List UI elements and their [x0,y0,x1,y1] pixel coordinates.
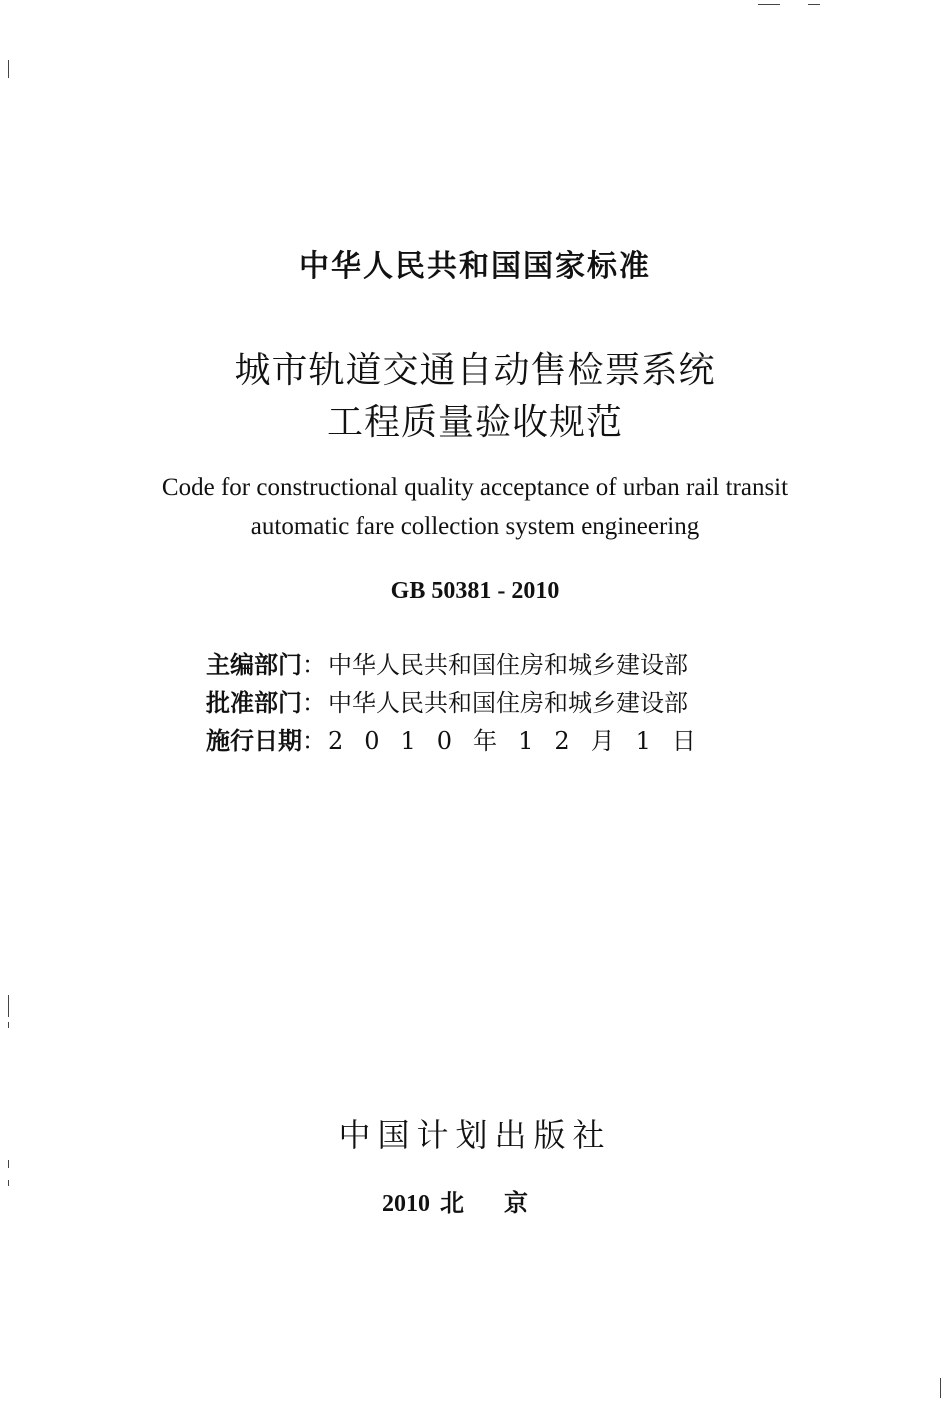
effective-date-row [206,721,717,756]
imprint-year: 2010 [382,1191,430,1217]
meta-label: 主编部门 [206,651,302,679]
imprint-city: 北京 [440,1188,568,1217]
meta-separator: ： [302,727,326,755]
scan-artifact [940,1378,941,1398]
scan-artifact [808,4,820,5]
scan-artifact [8,995,9,1017]
meta-separator: ： [302,689,326,717]
scan-artifact [8,60,9,78]
document-title-line-2: 工程质量验收规范 [326,402,623,443]
scan-artifact [8,1022,9,1028]
standard-code: GB 50381 - 2010 [390,578,560,604]
meta-separator: ： [302,651,326,679]
publisher-name: 中国计划出版社 [338,1116,612,1154]
standard-category: 中华人民共和国国家标准 [299,249,651,284]
editor-department-row [206,645,688,680]
english-title-line-1: Code for constructional quality acceptance of urban rail transit [161,474,789,501]
meta-label: 施行日期 [206,727,302,755]
english-title-line-2: automatic fare collection system engineering [250,513,700,540]
document-title-line-1: 城市轨道交通自动售检票系统 [234,350,716,391]
scan-artifact [758,4,780,5]
imprint [0,1183,950,1218]
meta-label: 批准部门 [206,689,302,717]
scan-artifact [8,1160,9,1168]
meta-value: 中华人民共和国住房和城乡建设部 [328,689,688,717]
approval-department-row [206,683,688,718]
effective-date-value: 2010年12月1日 [328,727,717,755]
meta-value: 中华人民共和国住房和城乡建设部 [328,651,688,679]
